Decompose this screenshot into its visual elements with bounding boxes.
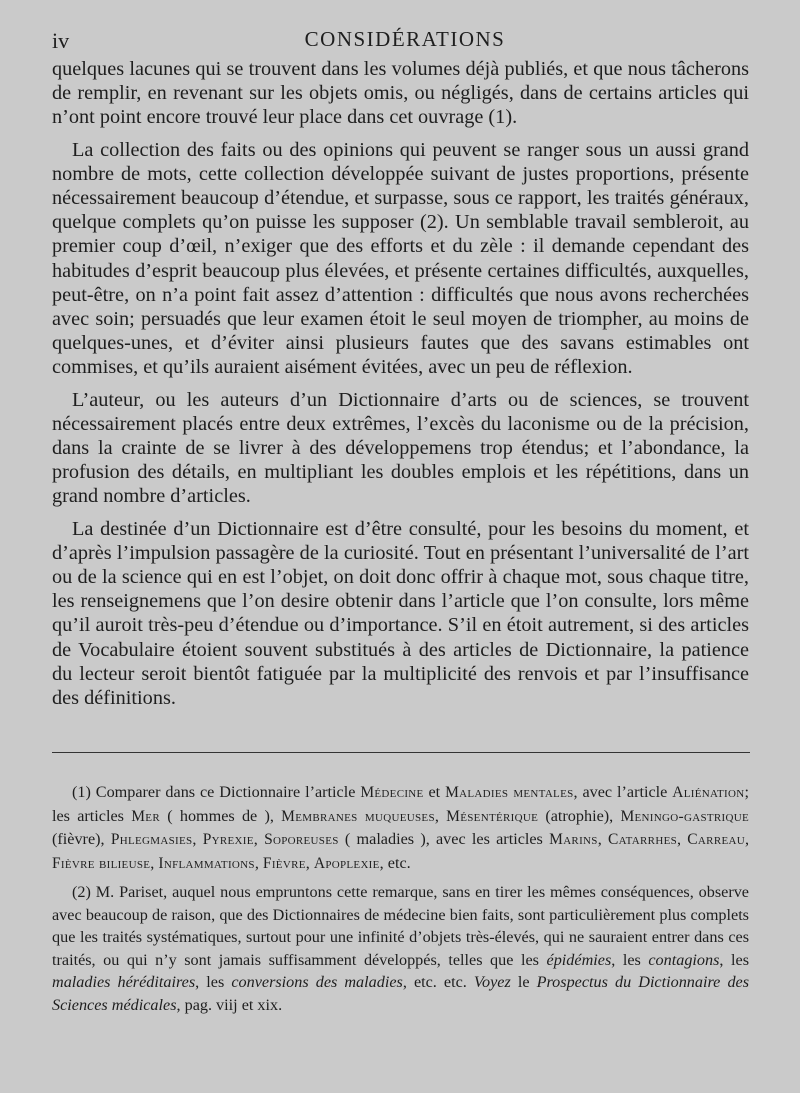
paragraph-continuation: quelques lacunes qui se trouvent dans les volumes déjà publiés, et que nous tâcherons de remplir, en revenant sur les objets omis, ou négligés, dans de certains articles qui n’ont point encore trouvé leur place dans cet ouvrage (1). [52,58,749,129]
page-header [52,22,758,52]
footnote-1: (1) Comparer dans ce Dictionnaire l’article Médecine et Maladies mentales, avec l’article Aliénation; les articles Mer ( hommes de ), Membranes muqueuses, Mésentérique (atrophie), Meningo-gastrique (fièvre), Phlegmasies, Pyrexie, Soporeuses ( maladies ), avec les articles Marins, Catarrhes, Carreau, Fièvre bilieuse, Inflammations, Fièvre, Apoplexie, etc. [52,783,750,872]
paragraph-destiny: La destinée d’un Dictionnaire est d’être consulté, pour les besoins du moment, et d’après l’impulsion passagère de la curiosité. Tout en présentant l’universalité de l’art ou de la science qui en est l’objet, on doit donc offrir à chaque mot, sous chaque titre, les renseignemens que l’on desire obtenir dans l’article que l’on consulte, lors même qu’il auroit très-peu d’étendue ou d’importance. S’il en étoit autrement, si des articles de Vocabulaire étoient souvent substitués à des articles de Dictionnaire, la patience du lecteur seroit bientôt fatiguée par la multiplicité des renvois et par l’insuffisance des définitions. [52,517,749,710]
running-title: CONSIDÉRATIONS [304,27,506,51]
main-text [52,57,749,718]
footnote-2: (2) M. Pariset, auquel nous empruntons cette remarque, sans en tirer les mêmes conséquences, observe avec beaucoup de raison, que des Dictionnaires de médecine bien faits, sont particulièrement plus complets que les traités systématiques, surtout pour une infinité d’objets très-élevés, qui ne sauraient entrer dans ces traités, ou qui n’y sont jamais suffisamment développés, telles que les épidémies, les contagions, les maladies héréditaires, les conversions des maladies, etc. etc. Voyez le Prospectus du Dictionnaire des Sciences médicales, pag. viij et xix. [52,883,750,1014]
page-number: iv [52,28,70,53]
footnote-divider [52,752,750,753]
footnotes [52,781,749,1022]
paragraph-authors: L’auteur, ou les auteurs d’un Dictionnaire d’arts ou de sciences, se trouvent nécessairement placés entre deux extrêmes, l’excès du laconisme ou de la précision, dans la crainte de se livrer à des développemens trop étendus; et l’abondance, la profusion des détails, en multipliant les doubles emplois et les répétitions, dans un grand nombre d’articles. [52,388,749,508]
paragraph-collection: La collection des faits ou des opinions qui peuvent se ranger sous un aussi grand nombre de mots, cette collection développée suivant de justes proportions, présente nécessairement beaucoup d’étendue, et surpasse, sous ce rapport, les traités généraux, quelque complets qu’on puisse les supposer (2). Un semblable travail sembleroit, au premier coup d’œil, n’exiger que des efforts et du zèle : il demande cependant des habitudes d’esprit beaucoup plus élevées, et présente certaines difficultés, auxquelles, peut-être, on n’a point fait assez d’attention : difficultés que nous avons recherchées avec soin; persuadés que leur examen étoit le seul moyen de triompher, au moins de quelques-unes, et d’éviter ainsi plusieurs fautes que des savans estimables ont commises, et qu’ils auraient aisément évitées, avec un peu de réflexion. [52,138,749,379]
